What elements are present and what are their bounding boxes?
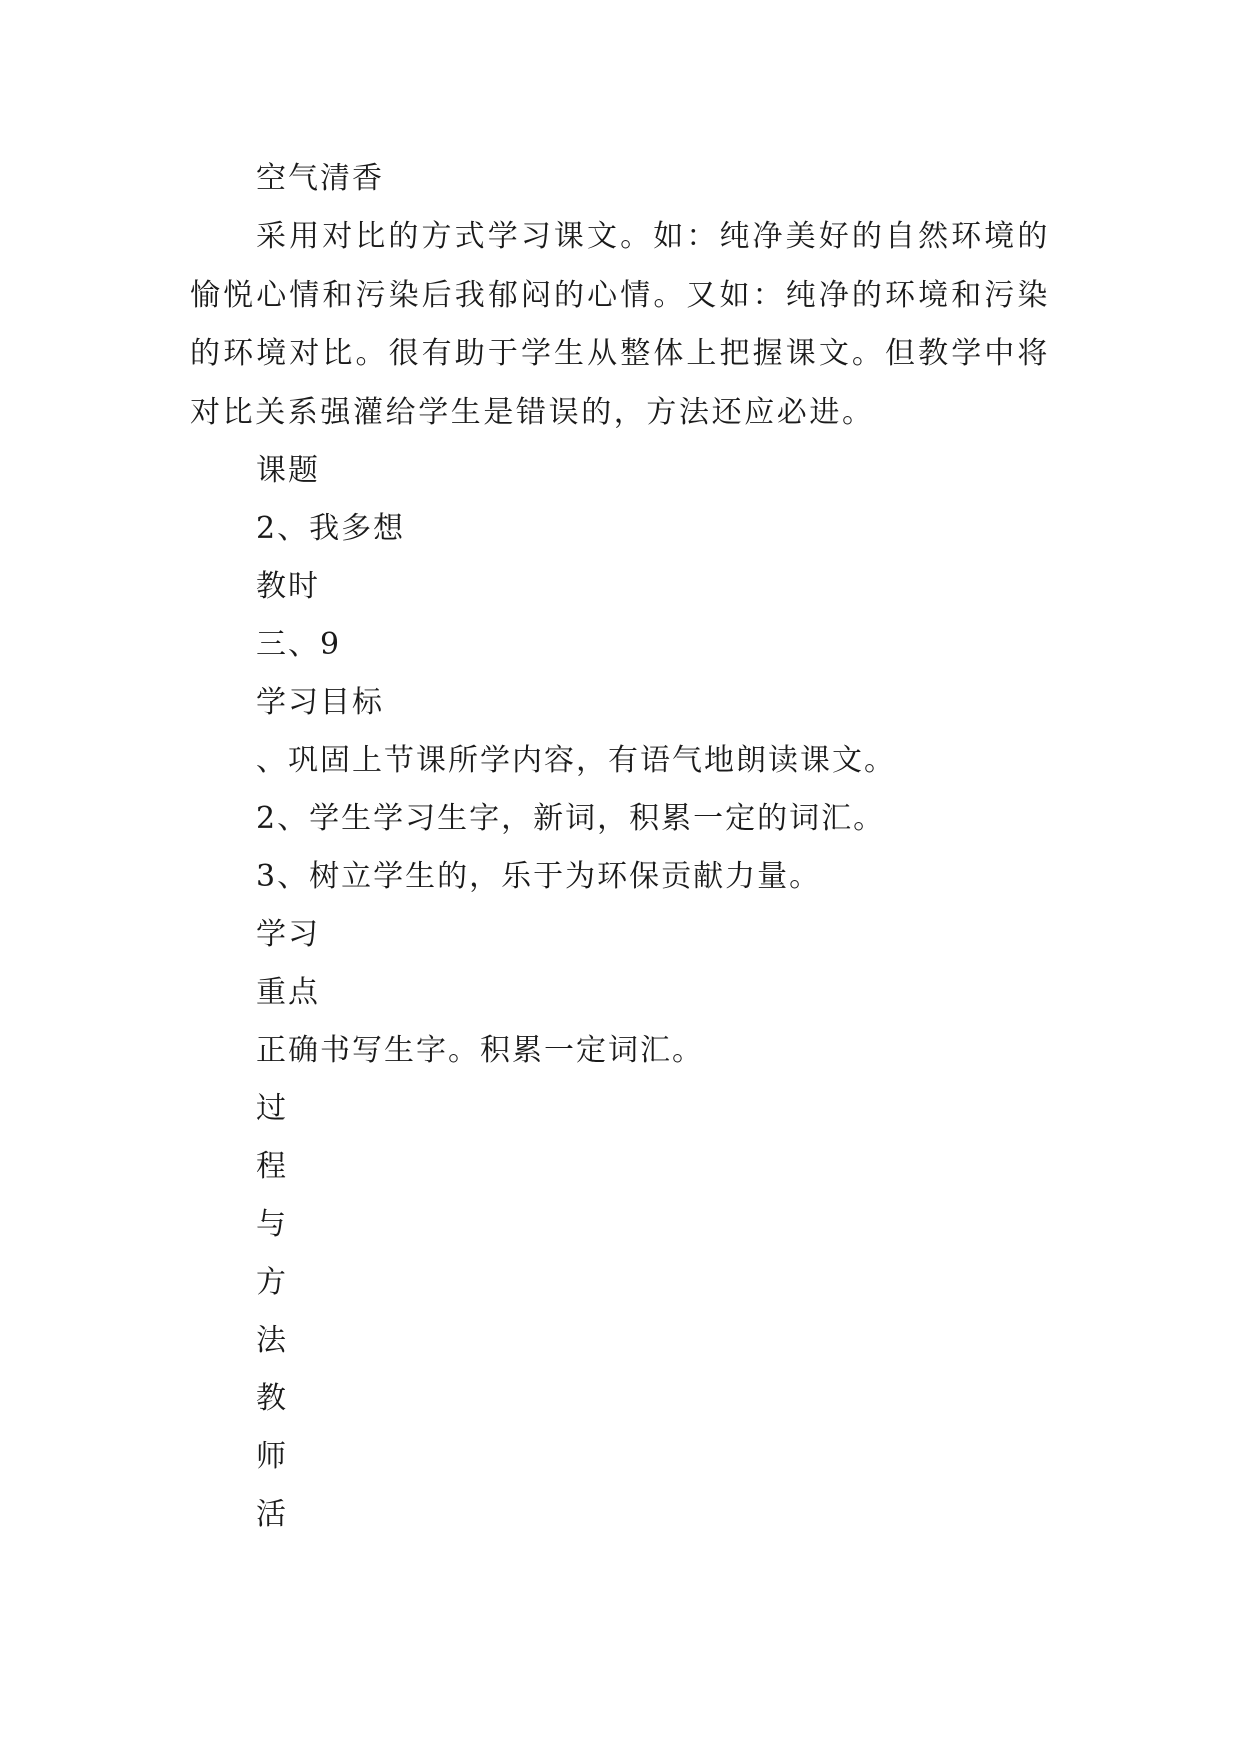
text-line: 2、学生学习生字，新词，积累一定的词汇。 [256,801,886,836]
text-line: 方 [256,1265,288,1300]
text-line: 、巩固上节课所学内容，有语气地朗读课文。 [256,743,896,778]
text-line: 3、树立学生的，乐于为环保贡献力量。 [256,859,822,894]
text-line: 重点 [256,975,320,1010]
document-body [190,150,1050,1544]
text-line: 法 [256,1323,288,1358]
text-lines-after [190,442,1050,1544]
text-line: 学习目标 [256,685,384,720]
text-line: 正确书写生字。积累一定词汇。 [256,1033,704,1068]
text-line: 学习 [256,917,320,952]
body-paragraph: 采用对比的方式学习课文。如：纯净美好的自然环境的愉悦心情和污染后我郁闷的心情。又如：纯净的环境和污染的环境对比。很有助于学生从整体上把握课文。但教学中将对比关系强灌给学生是错误的，方法还应必进。 [190,219,1050,430]
text-line: 程 [256,1149,288,1184]
text-line: 课题 [256,453,320,488]
text-line: 三、9 [256,627,342,662]
text-line: 教 [256,1381,288,1416]
text-line: 教时 [256,569,320,604]
text-line: 师 [256,1439,288,1474]
text-line: 活 [256,1497,288,1532]
text-line: 过 [256,1091,288,1126]
text-line: 2、我多想 [256,511,406,546]
text-line: 空气清香 [256,161,384,196]
text-line: 与 [256,1207,288,1242]
